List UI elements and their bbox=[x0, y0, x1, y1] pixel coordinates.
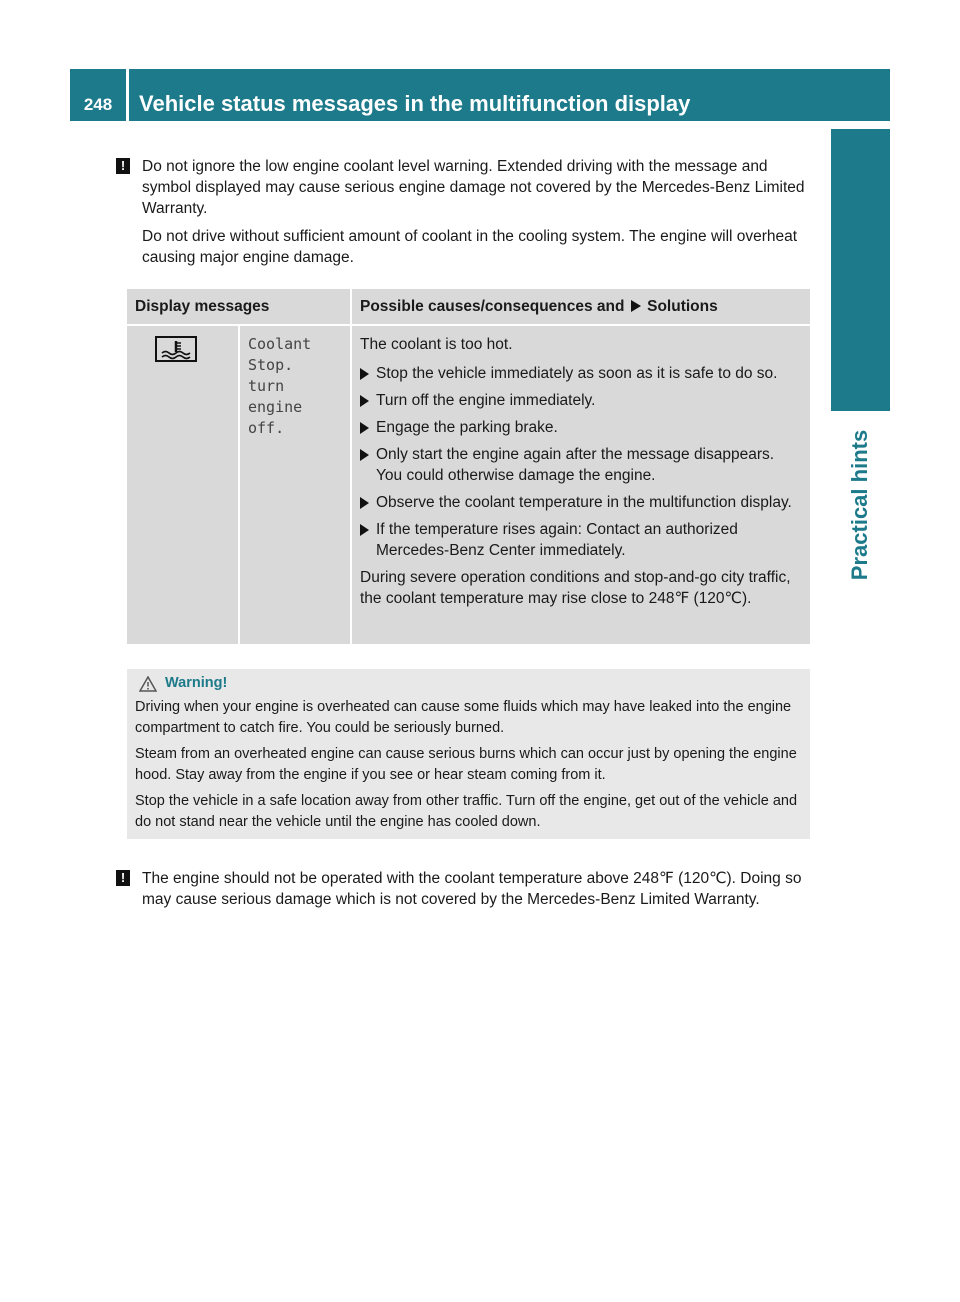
step-text: Turn off the engine immediately. bbox=[376, 392, 596, 409]
arrow-right-icon bbox=[631, 300, 641, 312]
step-text: Only start the engine again after the message disappears. You could otherwise damage the engine. bbox=[376, 446, 775, 484]
exclamation-icon: ! bbox=[116, 158, 130, 174]
list-item bbox=[360, 492, 802, 513]
section-tab bbox=[831, 129, 890, 411]
step-text: Stop the vehicle immediately as soon as it is safe to do so. bbox=[376, 365, 778, 382]
list-item bbox=[360, 417, 802, 438]
step-text: Observe the coolant temperature in the multifunction display. bbox=[376, 494, 792, 511]
step-arrow-icon bbox=[360, 422, 369, 434]
cause-text: The coolant is too hot. bbox=[360, 336, 513, 353]
page-title: Vehicle status messages in the multifunction display bbox=[129, 69, 890, 121]
warning-paragraph: Stop the vehicle in a safe location away from other traffic. Turn off the engine, get out of the vehicle and do not stand near the vehicle until the engine has cooled down. bbox=[135, 793, 798, 830]
list-item bbox=[360, 444, 802, 486]
warning-heading bbox=[135, 673, 802, 694]
table-row bbox=[127, 325, 810, 644]
list-item bbox=[360, 363, 802, 384]
header-causes-text: Possible causes/consequences and bbox=[360, 297, 625, 315]
header-display-messages: Display messages bbox=[127, 289, 351, 325]
warning-paragraph: Steam from an overheated engine can cause serious burns which can occur just by opening the engine hood. Stay away from the engine if you see or hear steam coming from it. bbox=[135, 746, 797, 783]
table-header-row bbox=[127, 289, 810, 325]
section-tab-text: Practical hints bbox=[847, 429, 873, 581]
notice-paragraph: Do not drive without sufficient amount of coolant in the cooling system. The engine will overheat causing major engine damage. bbox=[142, 228, 798, 266]
step-arrow-icon bbox=[360, 368, 369, 380]
warning-paragraph: Driving when your engine is overheated can cause some fluids which may have leaked into the engine compartment to catch fire. You could be seriously burned. bbox=[135, 699, 792, 736]
status-message-table bbox=[127, 289, 810, 644]
step-text: Engage the parking brake. bbox=[376, 419, 558, 436]
display-message-text: Coolant Stop. turn engine off. bbox=[248, 335, 312, 437]
list-item bbox=[360, 519, 802, 561]
step-arrow-icon bbox=[360, 395, 369, 407]
solutions-cell bbox=[351, 325, 810, 644]
notice-paragraph: The engine should not be operated with the coolant temperature above 248℉ (120℃). Doing so may cause serious damage which is not covered by the Mercedes-Benz Limited Warranty. bbox=[142, 870, 802, 908]
notice-bottom bbox=[116, 868, 816, 917]
footnote-text: During severe operation conditions and stop-and-go city traffic, the coolant temperature may rise close to 248℉ (120℃). bbox=[360, 569, 791, 607]
section-tab-label bbox=[831, 411, 890, 599]
page-number: 248 bbox=[70, 69, 126, 121]
warning-triangle-icon bbox=[139, 676, 157, 692]
exclamation-icon: ! bbox=[116, 870, 130, 886]
notice-top bbox=[116, 156, 816, 275]
step-arrow-icon bbox=[360, 497, 369, 509]
step-arrow-icon bbox=[360, 449, 369, 461]
header-causes-solutions bbox=[351, 289, 810, 325]
step-text: If the temperature rises again: Contact an authorized Mercedes-Benz Center immediately. bbox=[376, 521, 738, 559]
warning-title: Warning! bbox=[165, 675, 228, 691]
list-item bbox=[360, 390, 802, 411]
display-message-cell bbox=[239, 325, 351, 644]
step-arrow-icon bbox=[360, 524, 369, 536]
icon-cell bbox=[127, 325, 239, 644]
solution-steps bbox=[360, 363, 802, 561]
header-solutions-text: Solutions bbox=[647, 297, 718, 315]
page-header bbox=[70, 69, 890, 121]
warning-box bbox=[127, 669, 810, 839]
notice-paragraph: Do not ignore the low engine coolant level warning. Extended driving with the message and symbol displayed may cause serious engine damage not covered by the Mercedes-Benz Limited Warranty. bbox=[142, 158, 805, 217]
coolant-temperature-icon bbox=[155, 336, 197, 362]
